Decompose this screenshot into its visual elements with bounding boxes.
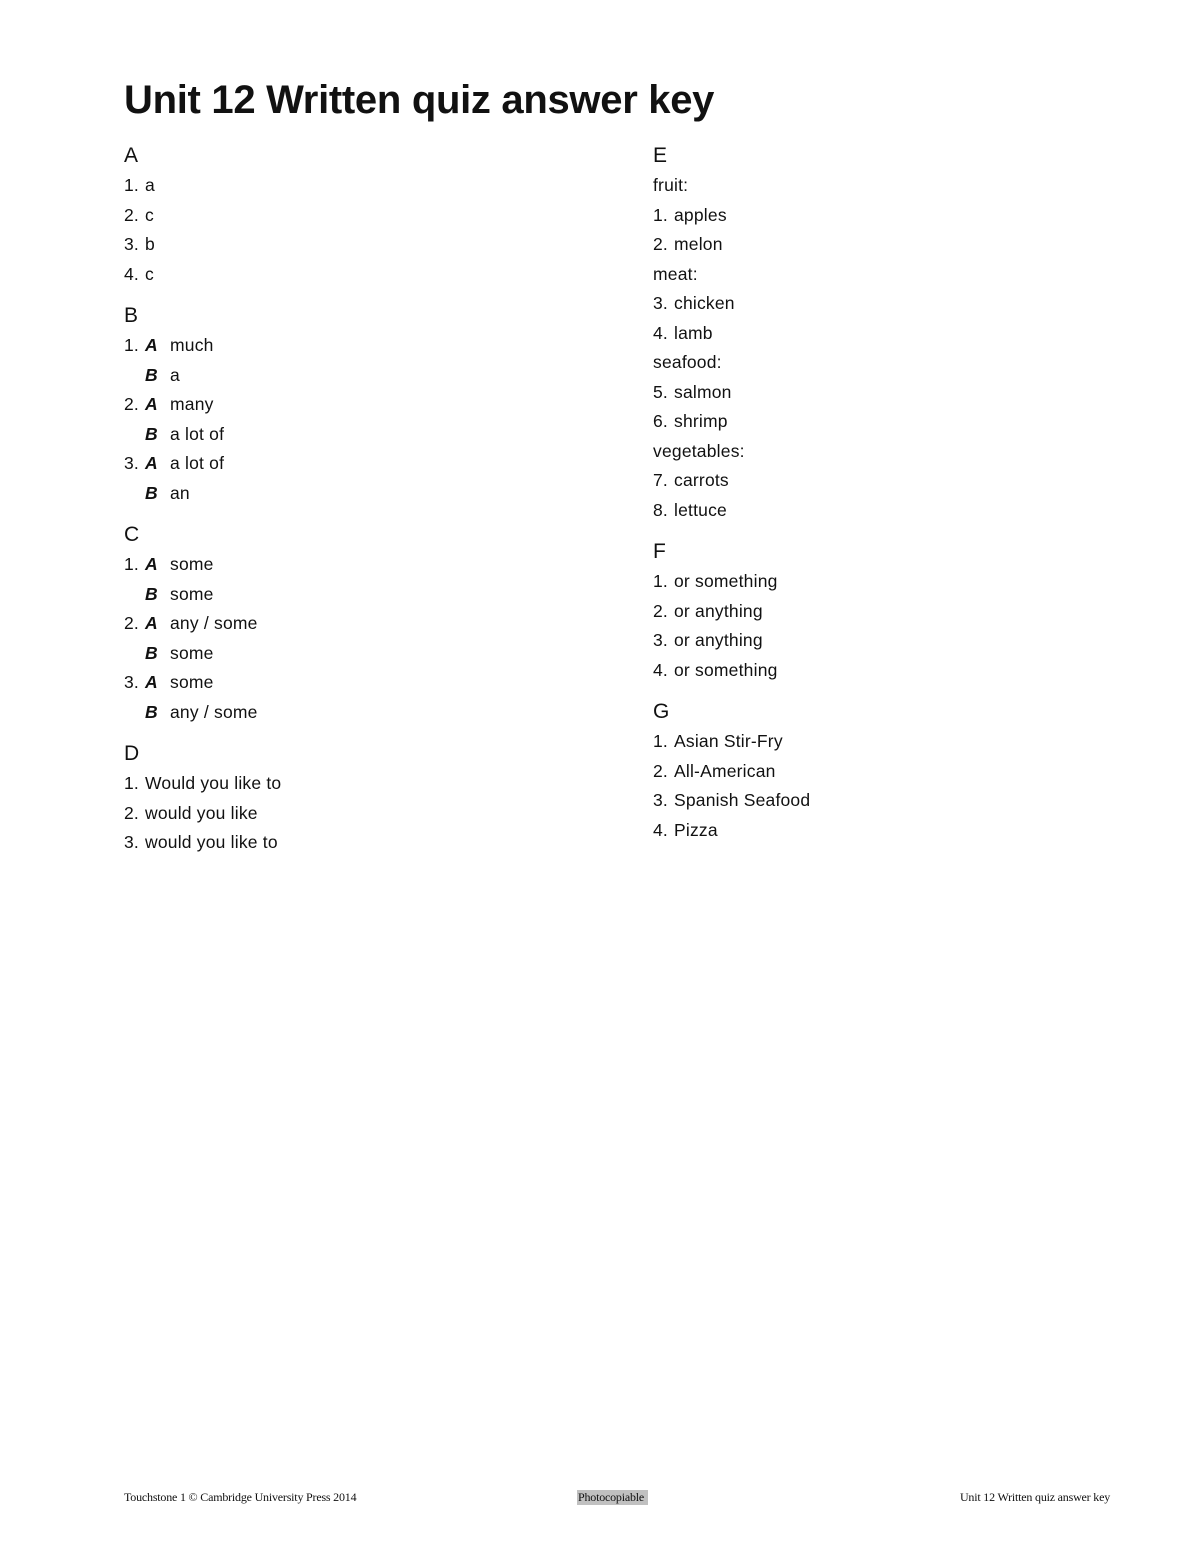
answer-text: a lot of	[170, 423, 225, 444]
answer-line	[653, 319, 1133, 349]
answer-number: 1.	[124, 773, 139, 793]
answer-line	[653, 567, 1133, 597]
answer-text: an	[170, 482, 190, 503]
section-heading: A	[124, 144, 139, 167]
footer-photocopiable-badge: Photocopiable	[577, 1490, 648, 1505]
answer-text: or something	[674, 659, 778, 680]
section-d	[124, 739, 604, 858]
answer-number: 4.	[124, 263, 139, 284]
speaker-a-label: A	[145, 394, 158, 414]
answer-number: 3.	[124, 672, 139, 692]
left-column	[124, 141, 604, 858]
answer-number: 3.	[124, 832, 139, 852]
answer-text: c	[145, 263, 154, 284]
answer-text: chicken	[674, 293, 735, 313]
section-e	[653, 141, 1133, 525]
footer-copyright: Touchstone 1 © Cambridge University Press 2014	[124, 1490, 357, 1504]
dialog-line-a	[124, 668, 604, 698]
answer-line	[124, 769, 604, 799]
speaker-a-label: A	[145, 672, 158, 692]
answer-text: lettuce	[674, 499, 727, 520]
answer-number: 1.	[653, 204, 668, 225]
answer-number: 3.	[653, 630, 668, 650]
answer-text: lamb	[674, 322, 713, 343]
category-label: fruit:	[653, 175, 689, 195]
answer-number: 3.	[124, 453, 139, 473]
answer-number: 3.	[124, 234, 139, 254]
answer-text: melon	[674, 234, 723, 254]
answer-text: many	[170, 394, 214, 414]
answer-number: 2.	[124, 204, 139, 225]
speaker-b-label: B	[145, 642, 158, 663]
answer-number: 8.	[653, 499, 668, 520]
answer-line	[653, 407, 1133, 437]
dialog-line-a	[124, 449, 604, 479]
answer-text: any / some	[170, 701, 258, 722]
answer-line	[124, 230, 604, 260]
section-b	[124, 301, 604, 508]
answer-line	[124, 828, 604, 858]
dialog-line-b	[124, 361, 604, 391]
answer-line	[124, 201, 604, 231]
answer-text: would you like	[145, 802, 258, 823]
section-heading: B	[124, 304, 139, 327]
answer-number: 3.	[653, 790, 668, 810]
answer-line	[653, 786, 1133, 816]
answer-text: or anything	[674, 630, 763, 650]
answer-number: 2.	[653, 234, 668, 254]
answer-text: c	[145, 204, 154, 225]
speaker-a-label: A	[145, 554, 158, 574]
right-column	[653, 141, 1133, 845]
category-label: meat:	[653, 263, 698, 284]
answer-line	[653, 496, 1133, 526]
answer-line	[124, 171, 604, 201]
answer-line	[653, 656, 1133, 686]
answer-number: 3.	[653, 293, 668, 313]
answer-text: shrimp	[674, 411, 728, 431]
answer-number: 2.	[653, 600, 668, 621]
answer-text: Pizza	[674, 819, 718, 840]
section-c	[124, 520, 604, 727]
answer-text: a	[145, 175, 155, 195]
answer-number: 4.	[653, 322, 668, 343]
answer-line	[124, 799, 604, 829]
speaker-b-label: B	[145, 482, 158, 503]
answer-line	[653, 289, 1133, 319]
answer-line	[653, 816, 1133, 846]
answer-line	[653, 230, 1133, 260]
answer-number: 7.	[653, 470, 668, 490]
footer-document-title: Unit 12 Written quiz answer key	[959, 1490, 1110, 1504]
speaker-b-label: B	[145, 423, 158, 444]
answer-text: would you like to	[145, 832, 278, 852]
speaker-a-label: A	[145, 453, 158, 473]
speaker-b-label: B	[145, 364, 158, 385]
dialog-line-b	[124, 639, 604, 669]
answer-number: 4.	[653, 819, 668, 840]
answer-number: 1.	[124, 554, 139, 574]
answer-text: b	[145, 234, 155, 254]
section-heading: E	[653, 144, 668, 167]
page-title: Unit 12 Written quiz answer key	[124, 78, 715, 122]
dialog-line-a	[124, 550, 604, 580]
category-label: vegetables:	[653, 440, 745, 461]
dialog-line-b	[124, 698, 604, 728]
answer-text: All-American	[674, 760, 776, 781]
answer-number: 2.	[124, 613, 139, 633]
section-g	[653, 697, 1133, 845]
answer-text: some	[170, 554, 214, 574]
section-heading: C	[124, 523, 140, 546]
answer-line	[653, 626, 1133, 656]
answer-text: any / some	[170, 613, 258, 633]
answer-number: 2.	[124, 394, 139, 414]
answer-text: Spanish Seafood	[674, 790, 811, 810]
dialog-line-a	[124, 609, 604, 639]
answer-line	[653, 597, 1133, 627]
speaker-b-label: B	[145, 701, 158, 722]
answer-number: 2.	[653, 760, 668, 781]
section-f	[653, 537, 1133, 685]
answer-number: 2.	[124, 802, 139, 823]
dialog-line-b	[124, 580, 604, 610]
answer-line	[653, 201, 1133, 231]
answer-line	[124, 260, 604, 290]
answer-number: 1.	[653, 571, 668, 591]
answer-number: 1.	[653, 731, 668, 751]
section-heading: D	[124, 742, 140, 765]
section-heading: F	[653, 540, 666, 563]
dialog-line-a	[124, 331, 604, 361]
answer-line	[653, 378, 1133, 408]
answer-text: Would you like to	[145, 773, 282, 793]
answer-number: 1.	[124, 175, 139, 195]
dialog-line-a	[124, 390, 604, 420]
answer-line	[653, 466, 1133, 496]
speaker-a-label: A	[145, 335, 158, 355]
dialog-line-b	[124, 479, 604, 509]
answer-text: salmon	[674, 381, 732, 402]
answer-number: 4.	[653, 659, 668, 680]
answer-text: a lot of	[170, 453, 225, 473]
answer-text: much	[170, 335, 214, 355]
answer-number: 5.	[653, 381, 668, 402]
section-heading: G	[653, 700, 670, 723]
answer-text: or something	[674, 571, 778, 591]
category-label: seafood:	[653, 352, 722, 372]
answer-number: 1.	[124, 335, 139, 355]
answer-number: 6.	[653, 411, 668, 431]
answer-text: carrots	[674, 470, 729, 490]
answer-text: some	[170, 642, 214, 663]
answer-text: a	[170, 364, 180, 385]
answer-text: or anything	[674, 600, 763, 621]
answer-text: Asian Stir-Fry	[674, 731, 783, 751]
answer-line	[653, 727, 1133, 757]
answer-text: some	[170, 672, 214, 692]
speaker-a-label: A	[145, 613, 158, 633]
speaker-b-label: B	[145, 583, 158, 604]
dialog-line-b	[124, 420, 604, 450]
answer-line	[653, 757, 1133, 787]
answer-text: apples	[674, 204, 727, 225]
section-a	[124, 141, 604, 289]
answer-text: some	[170, 583, 214, 604]
